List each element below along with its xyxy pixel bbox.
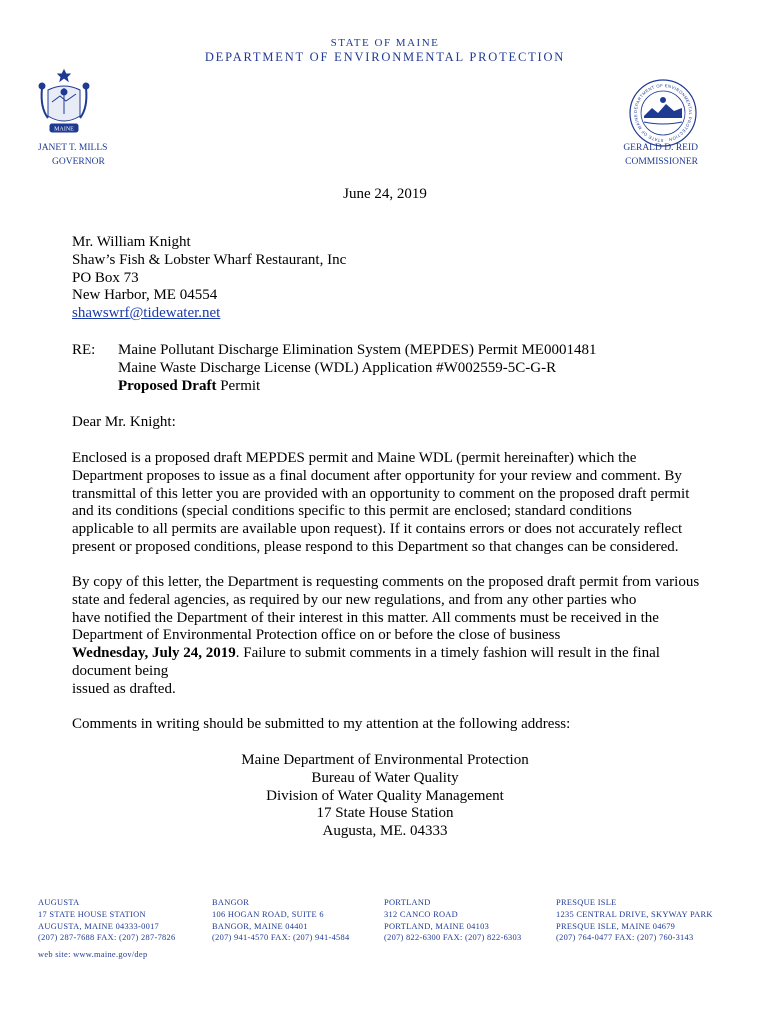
office-phone: (207) 941-4570 FAX: (207) 941-4584 bbox=[212, 933, 350, 943]
letterhead-state: STATE OF MAINE bbox=[330, 37, 440, 49]
letterhead-department: DEPARTMENT OF ENVIRONMENTAL PROTECTION bbox=[204, 50, 566, 64]
letter-date: June 24, 2019 bbox=[343, 186, 427, 202]
office-line: 17 STATE HOUSE STATION bbox=[38, 909, 146, 919]
office-line: AUGUSTA, MAINE 04333-0017 bbox=[38, 921, 160, 931]
re-line-3-rest: Permit bbox=[216, 377, 261, 394]
office-bangor bbox=[212, 897, 350, 944]
p2-deadline-line bbox=[72, 645, 712, 663]
office-city: AUGUSTA bbox=[38, 898, 80, 907]
mailing-address-line: Division of Water Quality Management bbox=[266, 787, 504, 804]
salutation: Dear Mr. Knight: bbox=[72, 414, 176, 430]
office-city: PORTLAND bbox=[384, 898, 431, 907]
p1-line: Department proposes to issue as a final document after opportunity for your review and comment. By bbox=[72, 467, 682, 484]
governor-name: JANET T. MILLS bbox=[38, 143, 108, 153]
recipient-po-box: PO Box 73 bbox=[72, 269, 139, 286]
maine-state-seal-icon bbox=[38, 68, 90, 138]
governor-title: GOVERNOR bbox=[52, 157, 105, 167]
p2-after-deadline: . Failure to submit comments in a timely fashion will result in the final bbox=[235, 645, 660, 662]
p2-line: state and federal agencies, as required by our new regulations, and from any other parties who bbox=[72, 591, 637, 608]
p2-line: document being bbox=[72, 662, 169, 679]
office-phone: (207) 287-7688 FAX: (207) 287-7826 bbox=[38, 933, 176, 943]
office-city: BANGOR bbox=[212, 898, 250, 907]
p1-line: and its conditions (special conditions specific to this permit are enclosed; standard conditions bbox=[72, 503, 632, 520]
paragraph-1 bbox=[72, 450, 712, 557]
mailing-address-line: Bureau of Water Quality bbox=[311, 769, 459, 786]
governor-block bbox=[38, 141, 107, 169]
office-line: PRESQUE ISLE, MAINE 04679 bbox=[556, 921, 676, 931]
commissioner-block bbox=[623, 141, 698, 169]
p1-line: transmittal of this letter you are provided with an opportunity to comment on the proposed draft permit bbox=[72, 485, 690, 502]
re-label: RE: bbox=[72, 342, 96, 358]
office-line: PORTLAND, MAINE 04103 bbox=[384, 921, 490, 931]
recipient-address bbox=[72, 234, 346, 323]
dep-seal-icon bbox=[628, 78, 698, 148]
website-link[interactable]: web site: www.maine.gov/dep bbox=[38, 950, 148, 959]
office-phone: (207) 822-6300 FAX: (207) 822-6303 bbox=[384, 933, 522, 943]
re-line-3-bold: Proposed Draft bbox=[118, 377, 217, 394]
mailing-address-line: Augusta, ME. 04333 bbox=[322, 823, 448, 840]
p1-line: Enclosed is a proposed draft MEPDES permit and Maine WDL (permit hereinafter) which the bbox=[72, 450, 637, 466]
commissioner-title: COMMISSIONER bbox=[625, 157, 698, 167]
re-line-2: Maine Waste Discharge License (WDL) Application #W002559-5C-G-R bbox=[118, 359, 557, 376]
recipient-email-link[interactable]: shawswrf@tidewater.net bbox=[72, 305, 221, 322]
p2-line: Department of Environmental Protection office on or before the close of business bbox=[72, 627, 561, 644]
paragraph-2 bbox=[72, 574, 712, 699]
comment-deadline: Wednesday, July 24, 2019 bbox=[72, 645, 236, 662]
paragraph-3: Comments in writing should be submitted to my attention at the following address: bbox=[72, 716, 571, 732]
p2-line: By copy of this letter, the Department is requesting comments on the proposed draft permit from various bbox=[72, 574, 700, 590]
office-presque-isle bbox=[556, 897, 713, 944]
seal-banner-text: MAINE bbox=[54, 126, 74, 133]
commissioner-name: GERALD D. REID bbox=[623, 143, 698, 153]
mailing-address bbox=[0, 752, 770, 841]
office-phone: (207) 764-0477 FAX: (207) 760-3143 bbox=[556, 933, 694, 943]
re-line-3 bbox=[118, 378, 596, 396]
office-portland bbox=[384, 897, 522, 944]
office-augusta bbox=[38, 897, 176, 944]
office-line: 1235 CENTRAL DRIVE, SKYWAY PARK bbox=[556, 909, 713, 919]
p2-line: issued as drafted. bbox=[72, 680, 176, 697]
seal-ring-text: DEPARTMENT OF ENVIRONMENTAL PROTECTION · STATE OF MAINE bbox=[632, 82, 694, 144]
re-line-1: Maine Pollutant Discharge Elimination System (MEPDES) Permit ME0001481 bbox=[118, 342, 597, 358]
office-line: 312 CANCO ROAD bbox=[384, 909, 458, 919]
office-city: PRESQUE ISLE bbox=[556, 898, 617, 907]
recipient-company: Shaw’s Fish & Lobster Wharf Restaurant, Inc bbox=[72, 251, 347, 268]
p1-line: present or proposed conditions, please respond to this Department so that changes can be considered. bbox=[72, 538, 679, 555]
recipient-name: Mr. William Knight bbox=[72, 234, 191, 250]
re-subject bbox=[118, 342, 596, 395]
office-line: 106 HOGAN ROAD, SUITE 6 bbox=[212, 909, 324, 919]
recipient-city: New Harbor, ME 04554 bbox=[72, 287, 218, 304]
office-line: BANGOR, MAINE 04401 bbox=[212, 921, 308, 931]
p1-line: applicable to all permits are available upon request). If it contains errors or does not accurately reflect bbox=[72, 521, 683, 538]
mailing-address-line: 17 State House Station bbox=[316, 805, 454, 822]
mailing-address-line: Maine Department of Environmental Protection bbox=[241, 752, 529, 768]
p2-line: have notified the Department of their interest in this matter. All comments must be received in the bbox=[72, 609, 659, 626]
